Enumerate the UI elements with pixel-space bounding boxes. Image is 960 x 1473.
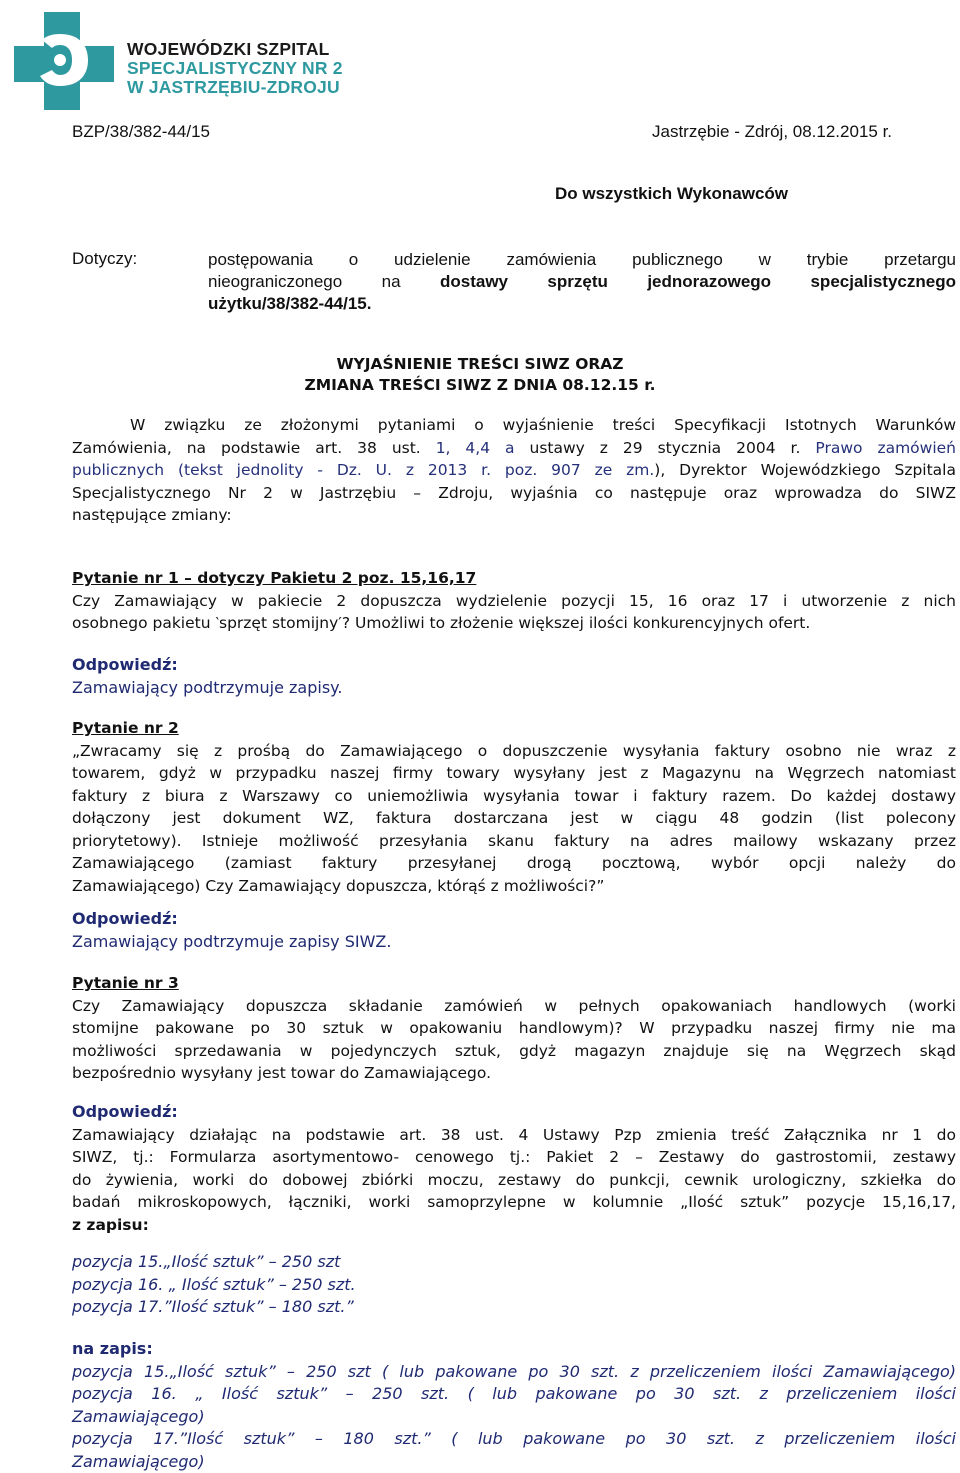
subject-line-2b: dostawy sprzętu jednorazowego specjalistycznego xyxy=(440,272,956,291)
old-values-list xyxy=(72,1251,956,1319)
doc-title-2: ZMIANA TREŚCI SIWZ Z DNIA 08.12.15 r. xyxy=(0,376,960,394)
subject-line-3: użytku/38/382-44/15. xyxy=(208,293,956,315)
subject-label: Dotyczy: xyxy=(72,249,137,269)
answer-1-label: Odpowiedź: xyxy=(72,654,956,677)
question-2-heading: Pytanie nr 2 xyxy=(72,717,956,740)
answer-1-text: Zamawiający podtrzymuje zapisy. xyxy=(72,677,956,700)
answer-3 xyxy=(72,1101,956,1236)
logo-line-2: SPECJALISTYCZNY NR 2 xyxy=(127,59,343,78)
answer-3-line-2: SIWZ, tj.: Formularza asortymentowo- cenowego tj.: Pakiet 2 – Zestawy do gastrostomii, zestawy xyxy=(72,1146,956,1169)
question-2-line-1: „Zwracamy się z prośbą do Zamawiającego o dopuszczenie wysyłania faktury osobno nie wraz z xyxy=(72,740,956,763)
new-values-list xyxy=(72,1338,956,1473)
answer-3-line-3: do żywienia, worki do dobowej zbiórki moczu, zestawy do punkcji, cewnik urologiczny, szkiełka do xyxy=(72,1169,956,1192)
question-3-heading: Pytanie nr 3 xyxy=(72,972,956,995)
answer-2-label: Odpowiedź: xyxy=(72,908,956,931)
hospital-logo xyxy=(4,4,364,116)
question-1-line-1: Czy Zamawiający w pakiecie 2 dopuszcza wydzielenie pozycji 15, 16 oraz 17 i utworzenie z nich xyxy=(72,590,956,613)
question-2-line-4: dołączony jest dokument WZ, faktura dostarczana jest w ciągu 48 godzin (list polecony xyxy=(72,807,956,830)
intro-line-3a: publicznych (tekst jednolity - Dz. U. z 2013 r. poz. 907 ze zm. xyxy=(72,461,654,479)
intro-paragraph xyxy=(72,414,956,527)
old-value-16: pozycja 16. „ Ilość sztuk” – 250 szt. xyxy=(72,1274,956,1297)
question-2-line-5: priorytetowy). Istnieje możliwość przesyłania skanu faktury na adres mailowy wskazany przez xyxy=(72,830,956,853)
answer-2-text: Zamawiający podtrzymuje zapisy SIWZ. xyxy=(72,931,956,954)
intro-line-3 xyxy=(72,459,956,482)
intro-line-2b: 1, 4,4 a xyxy=(436,439,515,457)
new-value-16-cont: Zamawiającego) xyxy=(72,1406,956,1429)
subject-line-2a: nieograniczonego na xyxy=(208,272,440,291)
new-values-label: na zapis: xyxy=(72,1338,956,1361)
new-value-17: pozycja 17.”Ilość sztuk” – 180 szt.” ( lub pakowane po 30 szt. z przeliczeniem ilości xyxy=(72,1428,956,1451)
intro-line-2a: Zamówienia, na podstawie art. 38 ust. xyxy=(72,439,436,457)
doc-title-1: WYJAŚNIENIE TREŚCI SIWZ ORAZ xyxy=(0,355,960,373)
answer-3-line-5: z zapisu: xyxy=(72,1214,956,1237)
intro-line-2c: ustawy z 29 stycznia 2004 r. xyxy=(515,439,816,457)
new-value-15: pozycja 15.„Ilość sztuk” – 250 szt ( lub pakowane po 30 szt. z przeliczeniem ilości Zamawiającego) xyxy=(72,1361,956,1384)
intro-line-1: W związku ze złożonymi pytaniami o wyjaśnienie treści Specyfikacji Istotnych Warunków xyxy=(72,414,956,437)
place-date: Jastrzębie - Zdrój, 08.12.2015 r. xyxy=(652,122,892,142)
question-3-line-1: Czy Zamawiający dopuszcza składanie zamówień w pełnych opakowaniach handlowych (worki xyxy=(72,995,956,1018)
new-value-17-cont: Zamawiającego) xyxy=(72,1451,956,1473)
answer-1 xyxy=(72,654,956,699)
intro-line-4: Specjalistycznego Nr 2 w Jastrzębiu – Zdroju, wyjaśnia co następuje oraz wprowadza do SIWZ xyxy=(72,482,956,505)
question-3 xyxy=(72,972,956,1085)
subject-line-1: postępowania o udzielenie zamówienia publicznego w trybie przetargu xyxy=(208,249,956,271)
intro-line-5: następujące zmiany: xyxy=(72,504,956,527)
question-2 xyxy=(72,717,956,897)
subject-line-2 xyxy=(208,271,956,293)
subject-text xyxy=(208,249,956,315)
answer-2 xyxy=(72,908,956,953)
question-3-line-3: możliwości sprzedawania w pojedynczych sztuk, gdyż magazyn znajduje się na Węgrzech skąd xyxy=(72,1040,956,1063)
logo-line-3: W JASTRZĘBIU-ZDROJU xyxy=(127,78,343,97)
addressee: Do wszystkich Wykonawców xyxy=(555,184,788,204)
old-value-15: pozycja 15.„Ilość sztuk” – 250 szt xyxy=(72,1251,956,1274)
new-value-16: pozycja 16. „ Ilość sztuk” – 250 szt. ( lub pakowane po 30 szt. z przeliczeniem ilości xyxy=(72,1383,956,1406)
logo-line-1: WOJEWÓDZKI SZPITAL xyxy=(127,40,343,59)
question-2-line-3: faktury z biura z Warszawy co uniemożliwia wysyłania towar i faktury razem. Do każdej dostawy xyxy=(72,785,956,808)
intro-line-2 xyxy=(72,437,956,460)
intro-line-3b: ), Dyrektor Wojewódzkiego Szpitala xyxy=(654,461,956,479)
reference-number: BZP/38/382-44/15 xyxy=(72,122,210,142)
question-3-line-2: stomijne pakowane po 30 sztuk w opakowaniu handlowym)? W przypadku naszej firmy nie ma xyxy=(72,1017,956,1040)
logo-text xyxy=(127,40,343,97)
question-1-heading: Pytanie nr 1 – dotyczy Pakietu 2 poz. 15,16,17 xyxy=(72,567,956,590)
answer-3-label: Odpowiedź: xyxy=(72,1101,956,1124)
answer-3-line-4: badań mikroskopowych, łączniki, worki samoprzylepne w kolumnie „Ilość sztuk” pozycje 15,16,17, xyxy=(72,1191,956,1214)
question-1-line-2: osobnego pakietu ‵sprzęt stomijny′? Umożliwi to złożenie większej ilości konkurencyjnych ofert. xyxy=(72,612,956,635)
hospital-cross-logo-icon xyxy=(4,4,120,116)
question-1 xyxy=(72,567,956,635)
question-2-line-2: towarem, gdyż w przypadku naszej firmy towary wysyłany jest z Magazynu na Węgrzech natomiast xyxy=(72,762,956,785)
question-2-line-7: Zamawiającego) Czy Zamawiający dopuszcza, którąś z możliwości?” xyxy=(72,875,956,898)
intro-line-2d: Prawo zamówień xyxy=(815,439,956,457)
answer-3-line-1: Zamawiający działając na podstawie art. 38 ust. 4 Ustawy Pzp zmienia treść Załącznika nr 1 do xyxy=(72,1124,956,1147)
question-2-line-6: Zamawiającego (zamiast faktury przesyłanej drogą pocztową, wybór opcji należy do xyxy=(72,852,956,875)
old-value-17: pozycja 17.”Ilość sztuk” – 180 szt.” xyxy=(72,1296,956,1319)
question-3-line-4: bezpośrednio wysyłany jest towar do Zamawiającego. xyxy=(72,1062,956,1085)
